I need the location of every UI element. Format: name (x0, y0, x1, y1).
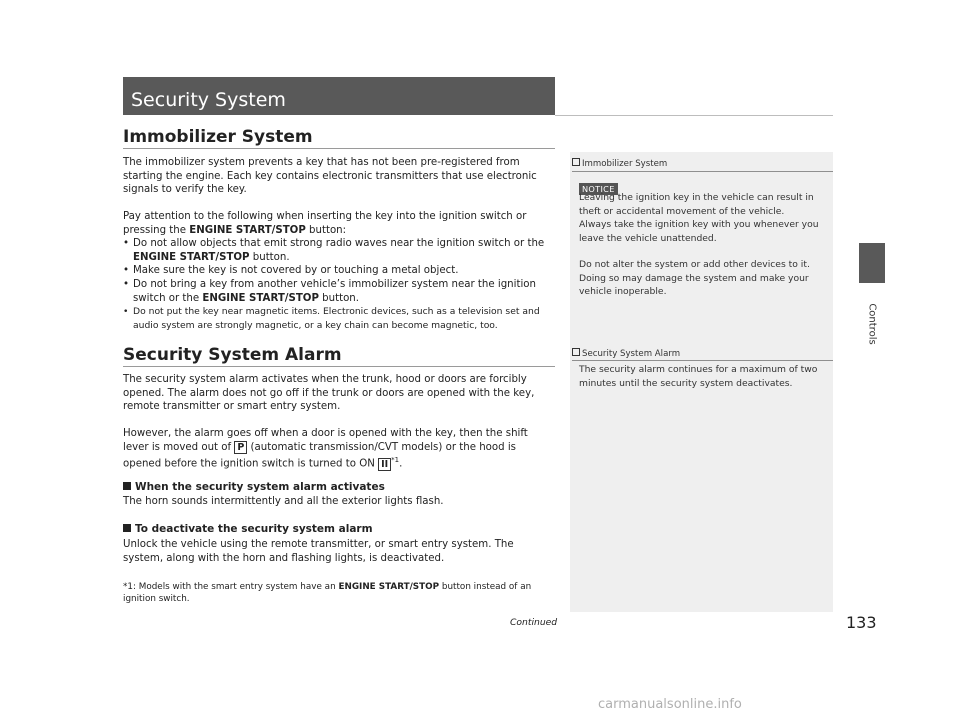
immobilizer-paragraph-1: The immobilizer system prevents a key that has not been pre-registered from starting the engine. Each key contains electronic transmitters that use electronic signals to verify the key. (123, 157, 537, 196)
header-divider (555, 115, 833, 116)
note-alarm-text: The security alarm continues for a maximum of two minutes until the security system deactivates. (579, 364, 818, 389)
alarm-deactivate-text: Unlock the vehicle using the remote transmitter, or smart entry system. The system, along with the horn and flashing lights, is deactivated. (123, 539, 514, 564)
note-alarm-rule (572, 360, 833, 361)
square-bullet-icon (123, 482, 131, 490)
shift-position-p-symbol: P (234, 441, 247, 454)
alarm-activates-subheading: When the security system alarm activates (123, 481, 385, 493)
alarm-heading-rule (123, 366, 555, 367)
watermark: carmanualsonline.info (598, 697, 742, 712)
note-immobilizer-rule (572, 171, 833, 172)
footnote: *1: Models with the smart entry system have an ENGINE START/STOP button instead of an ignition switch. (123, 582, 532, 604)
list-item: • Do not bring a key from another vehicle’s immobilizer system near the ignition switch or the ENGINE START/STOP button. (123, 278, 553, 305)
square-bullet-icon (123, 524, 131, 532)
note-immobilizer-title: Immobilizer System (572, 158, 667, 169)
ignition-position-ii-symbol: II (378, 458, 391, 471)
chapter-tab-label: Controls (866, 303, 878, 345)
note-marker-icon (572, 158, 580, 166)
footnote-marker: *1 (391, 456, 400, 465)
list-item: • Do not allow objects that emit strong radio waves near the ignition switch or the ENGINE START/STOP button. (123, 237, 553, 264)
page-title: Security System (131, 89, 286, 111)
immobilizer-heading: Immobilizer System (123, 127, 313, 147)
chapter-tab-marker (859, 243, 885, 283)
continued-label: Continued (510, 617, 558, 628)
page-number: 133 (846, 613, 877, 632)
alarm-paragraph-1: The security system alarm activates when the trunk, hood or doors are forcibly opened. The alarm does not go off if the trunk or doors are opened with the key, remote transmitter or smart entry system. (123, 374, 535, 413)
note-marker-icon (572, 348, 580, 356)
notice-badge: NOTICE (579, 177, 618, 196)
immobilizer-paragraph-2: Pay attention to the following when inserting the key into the ignition switch or pressing the ENGINE START/STOP button: • Do not allow objects that emit strong radio waves near the ignition switch or the ENGINE START/STOP button. • Make sure the key is not covered by or touching a metal object. • Do not bring a key from another vehicle’s immobilizer system near the ignition switch or the ENGINE START/STOP button. • Do not put the key near magnetic items. Electronic devices, such as a television set and audio system are strongly magnetic, or a key chain can become magnetic, too. (123, 210, 553, 332)
chapter-tab (859, 294, 885, 354)
list-item: • Do not put the key near magnetic items. Electronic devices, such as a television set and audio system are strongly magnetic, or a key chain can become magnetic, too. (123, 305, 553, 332)
alarm-paragraph-2: However, the alarm goes off when a door is opened with the key, then the shift lever is moved out of P (automatic transmission/CVT models) or the hood is opened before the ignition switch is turned to ON II $^{*1}$. (123, 428, 528, 470)
immobilizer-heading-rule (123, 148, 555, 149)
note-alarm-title: Security System Alarm (572, 348, 680, 359)
alarm-activates-text: The horn sounds intermittently and all the exterior lights flash. (123, 496, 444, 507)
alarm-deactivate-subheading: To deactivate the security system alarm (123, 523, 373, 535)
alarm-heading: Security System Alarm (123, 345, 342, 365)
immobilizer-bullet-list (123, 237, 553, 332)
list-item: • Make sure the key is not covered by or touching a metal object. (123, 264, 553, 278)
note-immobilizer-text: Leaving the ignition key in the vehicle can result in theft or accidental movement of the vehicle. Always take the ignition key with you whenever you leave the vehicle unattended. Do not alter the system or add other devices to it. Doing so may damage the system and make your vehicle inoperable. (579, 192, 819, 297)
